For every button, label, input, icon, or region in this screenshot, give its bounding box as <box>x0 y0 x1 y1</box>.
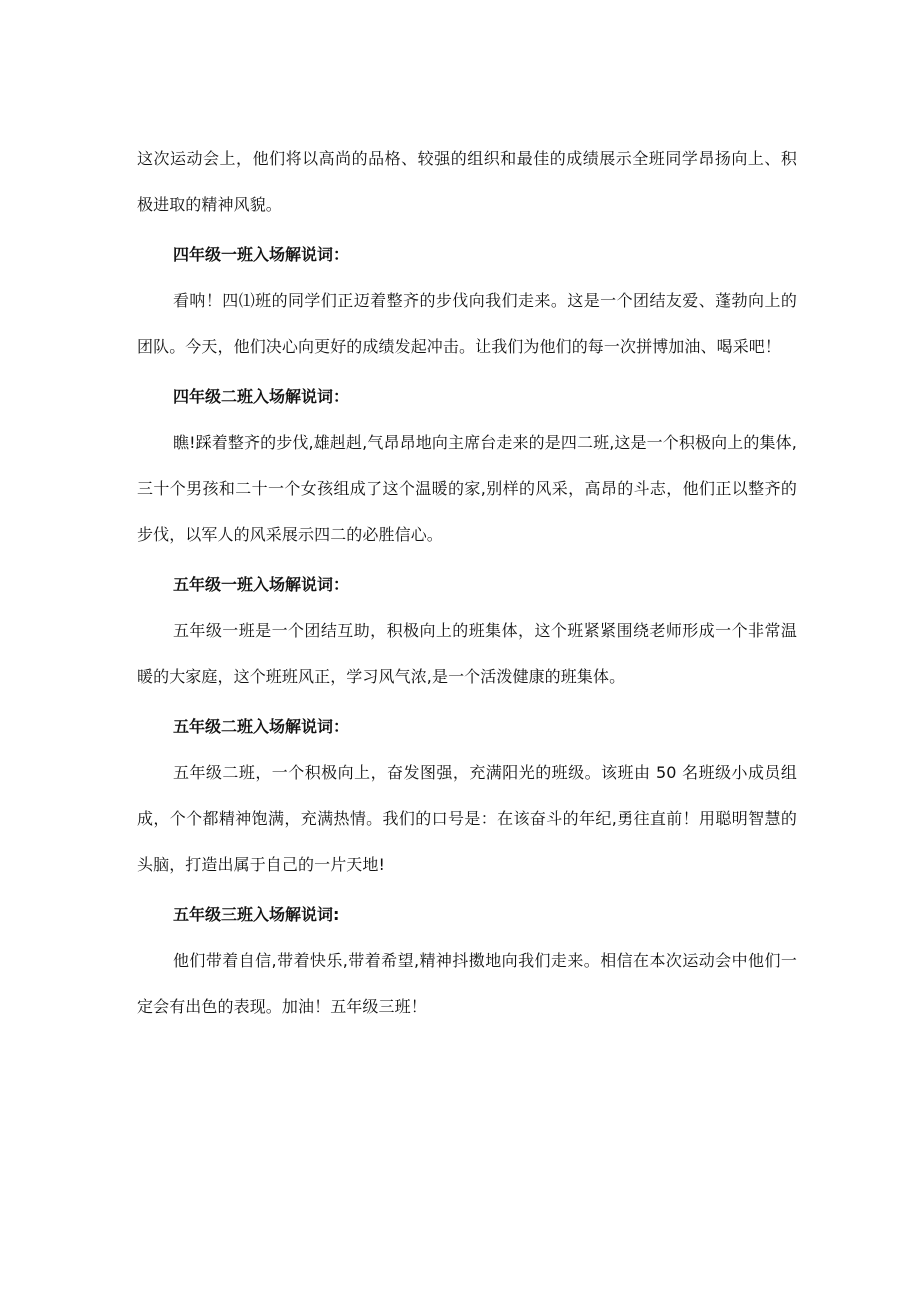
document-content <box>137 136 797 1030</box>
section-heading-4-2: 四年级二班入场解说词： <box>173 387 350 406</box>
section-body-5-2: 五年级二班，一个积极向上，奋发图强，充满阳光的班级。该班由 50 名班级小成员组成，个个都精神饱满，充满热情。我们的口号是：在该奋斗的年纪,勇往直前！用聪明智慧的头脑，打造出属于自己的一片天地! <box>137 763 797 874</box>
section-heading-5-2: 五年级二班入场解说词： <box>173 717 350 736</box>
section-heading-4-1: 四年级一班入场解说词： <box>173 245 350 264</box>
intro-paragraph: 这次运动会上，他们将以高尚的品格、较强的组织和最佳的成绩展示全班同学昂扬向上、积极进取的精神风貌。 <box>137 149 797 214</box>
section-body-5-3: 他们带着自信,带着快乐,带着希望,精神抖擞地向我们走来。相信在本次运动会中他们一定会有出色的表现。加油！五年级三班！ <box>137 951 797 1016</box>
section-heading-5-1: 五年级一班入场解说词： <box>173 575 350 594</box>
section-body-4-2: 瞧!踩着整齐的步伐,雄赳赳,气昂昂地向主席台走来的是四二班,这是一个积极向上的集体,三十个男孩和二十一个女孩组成了这个温暖的家,别样的风采，高昂的斗志，他们正以整齐的步伐，以军人的风采展示四二的必胜信心。 <box>137 433 797 544</box>
section-body-5-1: 五年级一班是一个团结互助，积极向上的班集体，这个班紧紧围绕老师形成一个非常温暖的大家庭，这个班班风正，学习风气浓,是一个活泼健康的班集体。 <box>137 621 797 686</box>
section-body-4-1: 看呐！四⑴班的同学们正迈着整齐的步伐向我们走来。这是一个团结友爱、蓬勃向上的团队。今天，他们决心向更好的成绩发起冲击。让我们为他们的每一次拼博加油、喝采吧！ <box>137 291 797 356</box>
section-heading-5-3: 五年级三班入场解说词: <box>173 905 340 924</box>
